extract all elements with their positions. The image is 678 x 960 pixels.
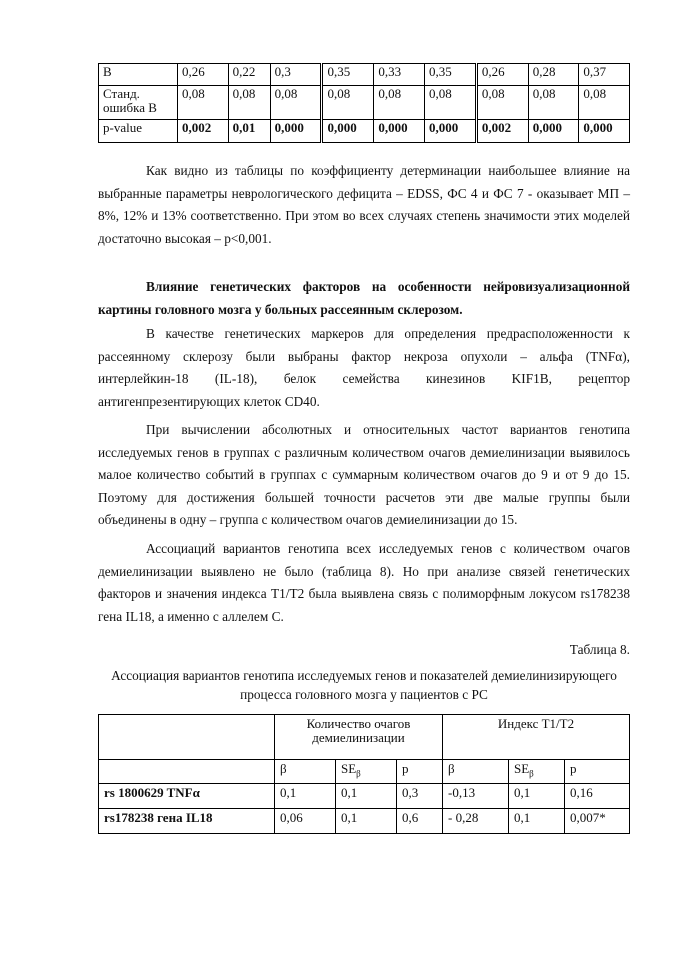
col-p: p bbox=[397, 760, 443, 784]
cell: 0,3 bbox=[397, 784, 443, 809]
cell: 0,37 bbox=[579, 64, 630, 86]
paragraph-conclusion: Как видно из таблицы по коэффициенту детерминации наибольшее влияние на выбранные параметры неврологического дефицита – EDSS, ФС 4 и ФС 7 - оказывает МП – 8%, 12% и 13% соответственно. При этом во всех случаях степень значимости этих моделей достаточно высокая – p<0,001. bbox=[98, 163, 630, 246]
cell: 0,08 bbox=[528, 86, 579, 120]
table-row bbox=[99, 86, 630, 120]
cell: 0,1 bbox=[336, 784, 397, 809]
cell: 0,33 bbox=[374, 64, 425, 86]
cell: 0,08 bbox=[178, 86, 229, 120]
cell: 0,1 bbox=[509, 809, 565, 834]
cell: - 0,28 bbox=[443, 809, 509, 834]
table-row bbox=[99, 120, 630, 143]
table-number: Таблица 8. bbox=[569, 642, 630, 657]
cell: 0,6 bbox=[397, 809, 443, 834]
cell: 0,08 bbox=[322, 86, 374, 120]
empty-header-cell bbox=[99, 760, 275, 784]
se-label: SE bbox=[514, 761, 530, 776]
cell: 0,000 bbox=[528, 120, 579, 143]
table-header-row bbox=[99, 715, 630, 760]
cell: 0,000 bbox=[579, 120, 630, 143]
row-label: rs 1800629 TNFα bbox=[99, 784, 275, 809]
table-subheader-row bbox=[99, 760, 630, 784]
cell: 0,08 bbox=[374, 86, 425, 120]
col-beta: β bbox=[275, 760, 336, 784]
col-p: p bbox=[565, 760, 630, 784]
table-caption: Ассоциация вариантов генотипа исследуемых генов и показателей демиелинизирующего процесса головного мозга у пациентов с РС bbox=[111, 668, 617, 702]
table-row bbox=[99, 64, 630, 86]
cell: 0,000 bbox=[270, 120, 322, 143]
cell: 0,002 bbox=[178, 120, 229, 143]
row-label-line: ошибка В bbox=[103, 100, 157, 115]
cell: 0,26 bbox=[476, 64, 528, 86]
cell: 0,08 bbox=[476, 86, 528, 120]
cell: 0,1 bbox=[336, 809, 397, 834]
row-label: B bbox=[99, 64, 178, 86]
cell: 0,3 bbox=[270, 64, 322, 86]
row-label bbox=[99, 86, 178, 120]
cell: 0,1 bbox=[509, 784, 565, 809]
cell: -0,13 bbox=[443, 784, 509, 809]
cell: 0,000 bbox=[374, 120, 425, 143]
cell: 0,01 bbox=[228, 120, 270, 143]
cell: 0,08 bbox=[270, 86, 322, 120]
row-label: p-value bbox=[99, 120, 178, 143]
paragraph-markers: В качестве генетических маркеров для определения предрасположенности к рассеянному склерозу были выбраны фактор некроза опухоли – альфа (TNFα), интерлейкин-18 (IL-18), белок семейства кинезинов KIF1B, рецептор антигенпрезентирующих клеток CD40. bbox=[98, 326, 630, 409]
col-beta: β bbox=[443, 760, 509, 784]
se-subscript: β bbox=[529, 768, 534, 779]
cell: 0,002 bbox=[476, 120, 528, 143]
cell: 0,22 bbox=[228, 64, 270, 86]
cell: 0,35 bbox=[322, 64, 374, 86]
section-heading: Влияние генетических факторов на особенности нейровизуализационной картины головного мозга у больных рассеянным склерозом. bbox=[98, 279, 630, 317]
top-results-table bbox=[98, 63, 630, 143]
cell: 0,26 bbox=[178, 64, 229, 86]
paragraph-associations: Ассоциаций вариантов генотипа всех исследуемых генов с количеством очагов демиелинизации выявлено не было (таблица 8). Но при анализе связей генетических факторов и значения индекса T1/T2 была выявлена связь с полиморфным локусом rs178238 гена IL18, а именно с аллелем C. bbox=[98, 541, 630, 624]
table-row bbox=[99, 809, 630, 834]
se-subscript: β bbox=[356, 768, 361, 779]
cell: 0,35 bbox=[424, 64, 476, 86]
row-label: rs178238 гена IL18 bbox=[99, 809, 275, 834]
col-se bbox=[509, 760, 565, 784]
cell: 0,000 bbox=[424, 120, 476, 143]
cell: 0,16 bbox=[565, 784, 630, 809]
table-8 bbox=[98, 714, 630, 834]
cell: 0,000 bbox=[322, 120, 374, 143]
cell: 0,28 bbox=[528, 64, 579, 86]
group-header-index: Индекс T1/T2 bbox=[443, 715, 630, 760]
cell: 0,06 bbox=[275, 809, 336, 834]
paragraph-frequencies: При вычислении абсолютных и относительных частот вариантов генотипа исследуемых генов в группах с различным количеством очагов демиелинизации выявилось малое количество событий в группах с суммарным количеством очагов до 9 и от 9 до 15. Поэтому для достижения большей точности расчетов эти две малые группы были объединены в одну – группа с количеством очагов демиелинизации до 15. bbox=[98, 422, 630, 528]
empty-header-cell bbox=[99, 715, 275, 760]
se-label: SE bbox=[341, 761, 357, 776]
cell: 0,08 bbox=[228, 86, 270, 120]
group-header-lesions: Количество очагов демиелинизации bbox=[275, 715, 443, 760]
cell: 0,08 bbox=[424, 86, 476, 120]
cell: 0,007* bbox=[565, 809, 630, 834]
table-row bbox=[99, 784, 630, 809]
row-label-line: Станд. bbox=[103, 86, 140, 101]
col-se bbox=[336, 760, 397, 784]
cell: 0,1 bbox=[275, 784, 336, 809]
cell: 0,08 bbox=[579, 86, 630, 120]
